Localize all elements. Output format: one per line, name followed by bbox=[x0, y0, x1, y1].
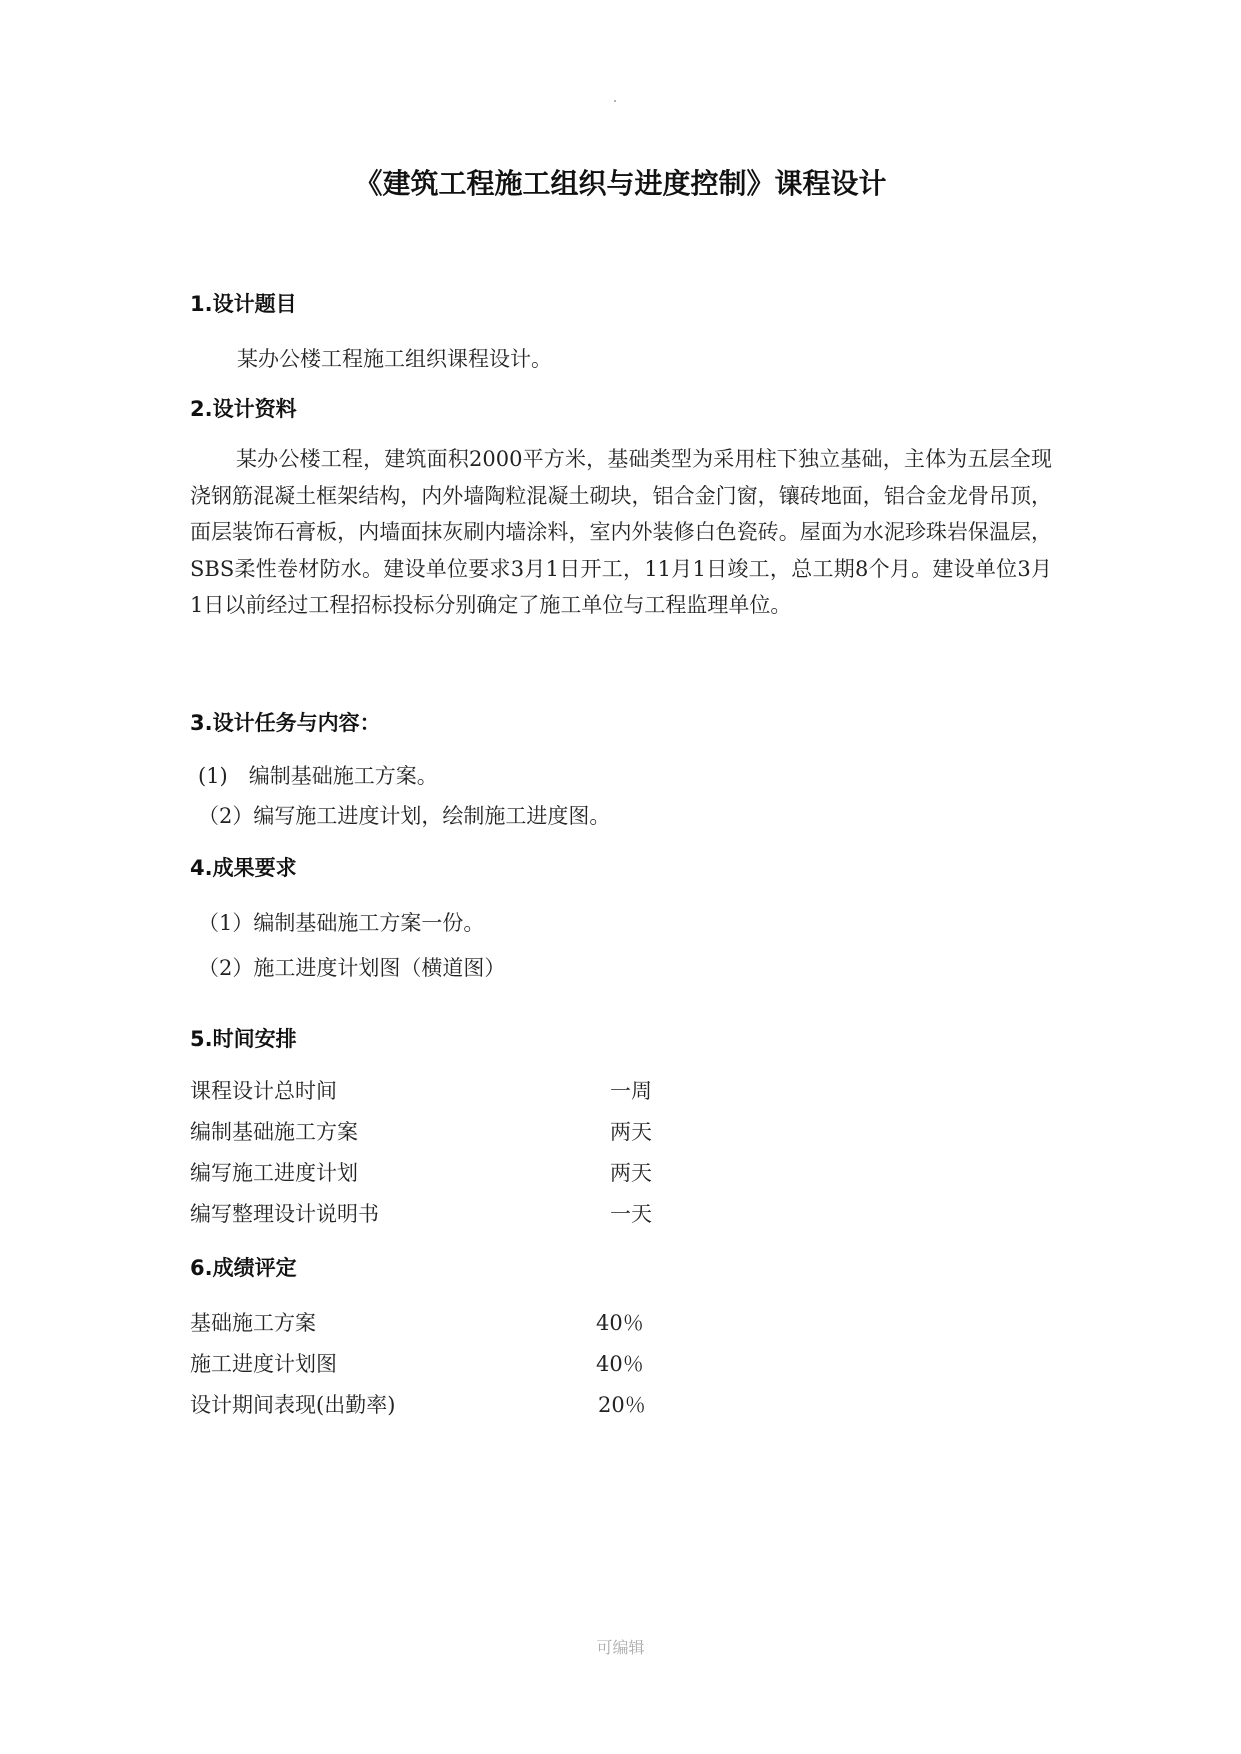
schedule-label: 课程设计总时间 bbox=[190, 1079, 337, 1103]
section-1-heading: 1.设计题目 bbox=[190, 292, 297, 316]
page-footer: 可编辑 bbox=[596, 1638, 645, 1657]
document-title: 《建筑工程施工组织与进度控制》课程设计 bbox=[354, 167, 887, 200]
grading-label: 基础施工方案 bbox=[190, 1311, 316, 1335]
grading-value: 20％ bbox=[598, 1393, 646, 1417]
grading-label: 施工进度计划图 bbox=[190, 1352, 337, 1376]
section-2-paragraph: 某办公楼工程，建筑面积2000平方米，基础类型为采用柱下独立基础，主体为五层全现浇钢筋混凝土框架结构，内外墙陶粒混凝土砌块，铝合金门窗，镶砖地面，铝合金龙骨吊顶，面层装饰石膏板，内墙面抹灰刷内墙涂料，室内外装修白色瓷砖。屋面为水泥珍珠岩保温层，SBS柔性卷材防水。建设单位要求3月1日开工，11月1日竣工，总工期8个月。建设单位3月1日以前经过工程招标投标分别确定了施工单位与工程监理单位。 bbox=[190, 447, 1052, 617]
schedule-value: 两天 bbox=[610, 1161, 652, 1185]
section-4-item-2: （2）施工进度计划图（横道图） bbox=[198, 956, 506, 980]
schedule-label: 编写整理设计说明书 bbox=[190, 1202, 379, 1226]
schedule-value: 两天 bbox=[610, 1120, 652, 1144]
section-4-heading: 4.成果要求 bbox=[190, 856, 297, 880]
grading-value: 40％ bbox=[596, 1311, 644, 1335]
grading-value: 40％ bbox=[596, 1352, 644, 1376]
page-mark bbox=[614, 100, 616, 102]
section-3-item-1: (1) 编制基础施工方案。 bbox=[198, 764, 438, 788]
schedule-value: 一天 bbox=[610, 1202, 652, 1226]
section-5-heading: 5.时间安排 bbox=[190, 1027, 297, 1051]
section-2-heading: 2.设计资料 bbox=[190, 397, 297, 421]
section-3-heading: 3.设计任务与内容： bbox=[190, 711, 381, 735]
section-6-heading: 6.成绩评定 bbox=[190, 1256, 297, 1280]
section-4-item-1: （1）编制基础施工方案一份。 bbox=[198, 911, 485, 935]
grading-label: 设计期间表现(出勤率) bbox=[190, 1393, 396, 1417]
schedule-label: 编制基础施工方案 bbox=[190, 1120, 358, 1144]
section-3-item-2: （2）编写施工进度计划，绘制施工进度图。 bbox=[198, 804, 611, 828]
section-1-text: 某办公楼工程施工组织课程设计。 bbox=[237, 347, 552, 371]
schedule-value: 一周 bbox=[610, 1079, 652, 1103]
schedule-label: 编写施工进度计划 bbox=[190, 1161, 358, 1185]
